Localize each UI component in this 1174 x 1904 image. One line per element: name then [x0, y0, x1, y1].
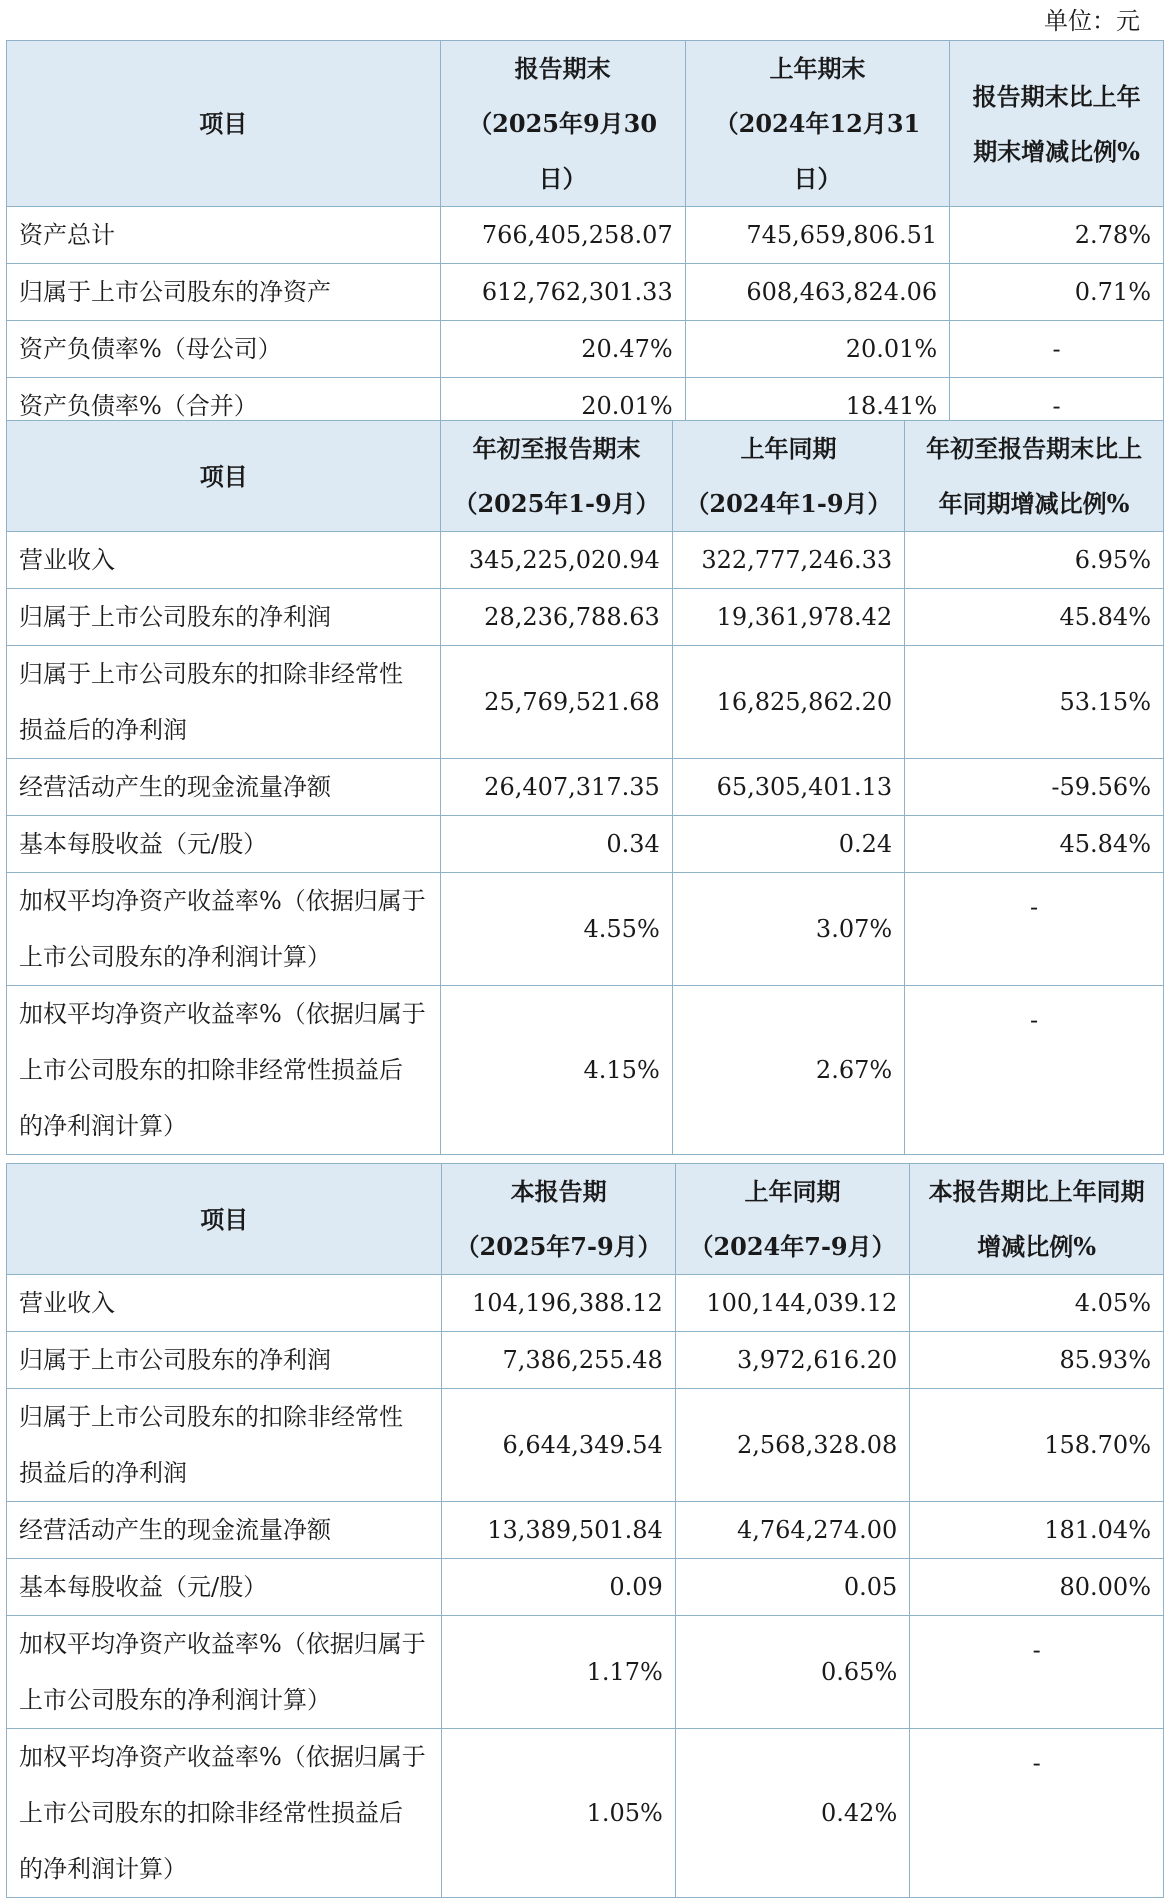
header-subtext: （2025年7-9月）: [455, 1232, 662, 1261]
header-previous: [672, 421, 904, 532]
table-row: [7, 1389, 1164, 1502]
current-value: 20.47%: [440, 321, 685, 378]
header-subtext: （2024年7-9月）: [689, 1232, 896, 1261]
table-row: [7, 1616, 1164, 1729]
header-text: 上年同期: [740, 434, 837, 463]
change-value: 181.04%: [910, 1502, 1164, 1559]
header-previous: [685, 41, 949, 207]
header-text: 年初至报告期末比上: [926, 434, 1143, 463]
previous-value: 0.65%: [675, 1616, 909, 1729]
row-label: 归属于上市公司股东的净利润: [7, 589, 441, 646]
row-label: 营业收入: [7, 532, 441, 589]
unit-label: 单位：元: [1044, 7, 1140, 35]
change-value: -: [910, 1616, 1164, 1729]
row-label-line: 加权平均净资产收益率%（依据归属于: [19, 1743, 426, 1771]
row-label-line: 加权平均净资产收益率%（依据归属于: [19, 1000, 426, 1028]
row-label: [7, 1389, 442, 1502]
current-value: 104,196,388.12: [442, 1275, 675, 1332]
row-label: 归属于上市公司股东的净利润: [7, 1332, 442, 1389]
table-row: [7, 873, 1164, 986]
current-value: 612,762,301.33: [440, 264, 685, 321]
previous-value: 2.67%: [672, 986, 904, 1155]
current-value: 20.01%: [440, 378, 685, 435]
change-value: 4.05%: [910, 1275, 1164, 1332]
table-row: [7, 1502, 1164, 1559]
table-row: [7, 207, 1164, 264]
current-value: 13,389,501.84: [442, 1502, 675, 1559]
row-label-line: 加权平均净资产收益率%（依据归属于: [19, 1630, 426, 1658]
row-label: [7, 986, 441, 1155]
previous-value: 745,659,806.51: [685, 207, 949, 264]
row-label: 基本每股收益（元/股）: [7, 1559, 442, 1616]
change-value: 80.00%: [910, 1559, 1164, 1616]
current-value: 7,386,255.48: [442, 1332, 675, 1389]
current-value: 0.09: [442, 1559, 675, 1616]
change-value: 6.95%: [905, 532, 1164, 589]
change-value: 0.71%: [950, 264, 1164, 321]
row-label: [7, 1729, 442, 1898]
row-label-line: 加权平均净资产收益率%（依据归属于: [19, 887, 426, 915]
row-label: 营业收入: [7, 1275, 442, 1332]
header-row: [7, 421, 1164, 532]
table-row: [7, 816, 1164, 873]
current-value: 6,644,349.54: [442, 1389, 675, 1502]
table-row: [7, 759, 1164, 816]
row-label: 资产总计: [7, 207, 441, 264]
current-value: 28,236,788.63: [441, 589, 672, 646]
row-label-line: 的净利润计算）: [19, 1112, 187, 1140]
current-value: 0.34: [441, 816, 672, 873]
previous-value: 322,777,246.33: [672, 532, 904, 589]
header-text: 报告期末比上年: [972, 81, 1141, 111]
row-label: [7, 1616, 442, 1729]
change-value: -: [905, 986, 1164, 1155]
table-row: [7, 264, 1164, 321]
previous-value: 16,825,862.20: [672, 646, 904, 759]
change-value: 45.84%: [905, 816, 1164, 873]
row-label-line: 上市公司股东的净利润计算）: [19, 1686, 331, 1714]
header-text: 年初至报告期末: [472, 434, 641, 463]
table-row: [7, 1275, 1164, 1332]
previous-value: 65,305,401.13: [672, 759, 904, 816]
header-subtext: 增减比例%: [977, 1232, 1097, 1261]
current-value: 4.55%: [441, 873, 672, 986]
header-subtext: （2024年1-9月）: [685, 489, 892, 518]
quarter-table: [6, 1163, 1164, 1898]
change-value: 45.84%: [905, 589, 1164, 646]
row-label-line: 上市公司股东的扣除非经常性损益后: [19, 1799, 403, 1827]
row-label: [7, 873, 441, 986]
change-value: 158.70%: [910, 1389, 1164, 1502]
current-value: 4.15%: [441, 986, 672, 1155]
previous-value: 19,361,978.42: [672, 589, 904, 646]
table-row: [7, 589, 1164, 646]
change-value: -59.56%: [905, 759, 1164, 816]
header-subtext: （2025年1-9月）: [453, 489, 660, 518]
previous-value: 608,463,824.06: [685, 264, 949, 321]
previous-value: 0.42%: [675, 1729, 909, 1898]
change-value: -: [905, 873, 1164, 986]
header-change: [905, 421, 1164, 532]
row-label: 归属于上市公司股东的净资产: [7, 264, 441, 321]
header-row: [7, 41, 1164, 207]
row-label-line: 损益后的净利润: [19, 1459, 187, 1487]
previous-value: 2,568,328.08: [675, 1389, 909, 1502]
row-label-line: 归属于上市公司股东的扣除非经常性: [19, 660, 403, 688]
header-text: 项目: [199, 109, 248, 138]
header-text: 本报告期比上年同期: [928, 1177, 1145, 1206]
previous-value: 0.05: [675, 1559, 909, 1616]
previous-value: 3.07%: [672, 873, 904, 986]
table-row: [7, 1729, 1164, 1898]
previous-value: 20.01%: [685, 321, 949, 378]
previous-value: 100,144,039.12: [675, 1275, 909, 1332]
row-label: 基本每股收益（元/股）: [7, 816, 441, 873]
header-current: [441, 421, 672, 532]
header-subtext: （2025年9月30日）: [468, 109, 658, 193]
change-value: -: [950, 321, 1164, 378]
table-row: [7, 986, 1164, 1155]
header-previous: [675, 1164, 909, 1275]
row-label: 经营活动产生的现金流量净额: [7, 759, 441, 816]
header-text: 上年同期: [744, 1177, 841, 1206]
change-value: -: [950, 378, 1164, 435]
ytd-table: [6, 420, 1164, 1155]
previous-value: 0.24: [672, 816, 904, 873]
row-label: [7, 646, 441, 759]
row-label-line: 上市公司股东的净利润计算）: [19, 943, 331, 971]
header-subtext: （2024年12月31日）: [714, 109, 921, 193]
current-value: 26,407,317.35: [441, 759, 672, 816]
change-value: 2.78%: [950, 207, 1164, 264]
row-label-line: 的净利润计算）: [19, 1855, 187, 1883]
current-value: 345,225,020.94: [441, 532, 672, 589]
row-label-line: 上市公司股东的扣除非经常性损益后: [19, 1056, 403, 1084]
row-label: 经营活动产生的现金流量净额: [7, 1502, 442, 1559]
header-text: 报告期末: [514, 54, 611, 83]
header-item: [7, 421, 441, 532]
row-label: 资产负债率%（合并）: [7, 378, 441, 435]
header-text: 项目: [200, 1204, 249, 1234]
header-item: [7, 41, 441, 207]
row-label-line: 归属于上市公司股东的扣除非经常性: [19, 1403, 403, 1431]
table-row: [7, 646, 1164, 759]
header-subtext: 期末增减比例%: [973, 136, 1140, 166]
previous-value: 4,764,274.00: [675, 1502, 909, 1559]
header-change: [950, 41, 1164, 207]
change-value: 85.93%: [910, 1332, 1164, 1389]
header-text: 本报告期: [510, 1177, 607, 1206]
change-value: 53.15%: [905, 646, 1164, 759]
current-value: 25,769,521.68: [441, 646, 672, 759]
table-row: [7, 1559, 1164, 1616]
current-value: 1.05%: [442, 1729, 675, 1898]
header-current: [440, 41, 685, 207]
header-text: 上年期末: [769, 54, 866, 83]
row-label-line: 损益后的净利润: [19, 716, 187, 744]
table-row: [7, 321, 1164, 378]
current-value: 1.17%: [442, 1616, 675, 1729]
change-value: -: [910, 1729, 1164, 1898]
current-value: 766,405,258.07: [440, 207, 685, 264]
previous-value: 18.41%: [685, 378, 949, 435]
table-row: [7, 1332, 1164, 1389]
header-current: [442, 1164, 675, 1275]
row-label: 资产负债率%（母公司）: [7, 321, 441, 378]
header-change: [910, 1164, 1164, 1275]
header-item: [7, 1164, 442, 1275]
header-text: 项目: [199, 461, 248, 491]
balance-table: [6, 40, 1164, 435]
table-row: [7, 532, 1164, 589]
header-subtext: 年同期增减比例%: [938, 489, 1130, 518]
header-row: [7, 1164, 1164, 1275]
previous-value: 3,972,616.20: [675, 1332, 909, 1389]
